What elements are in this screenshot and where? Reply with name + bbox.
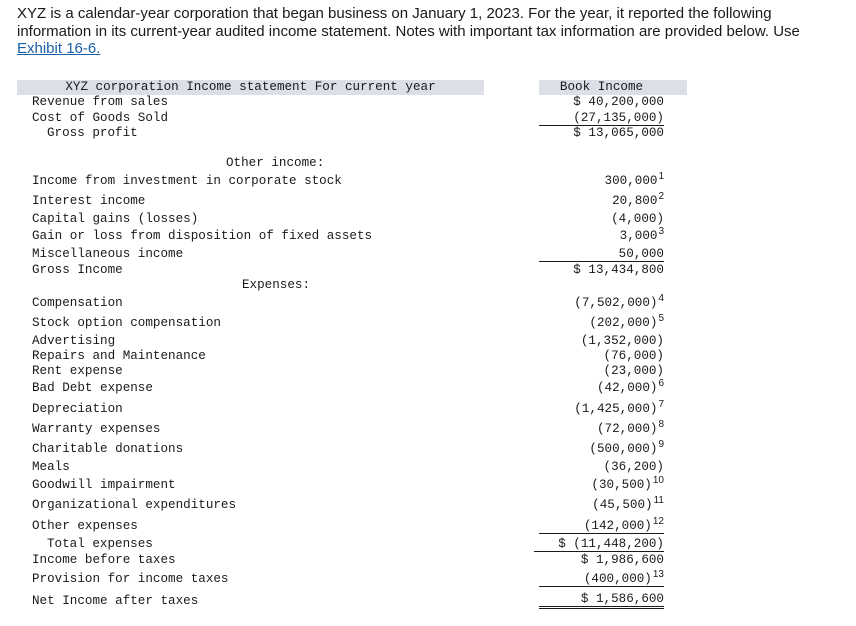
value-repairs: (76,000): [603, 349, 664, 363]
value-charity: $(500,000)^9$: [589, 439, 664, 456]
label-revenue: Revenue from sales: [32, 95, 169, 109]
label-misc-income: Miscellaneous income: [32, 247, 184, 261]
value-goodwill: $(30,500)^{10}$: [591, 475, 664, 492]
label-other-exp: Other expenses: [32, 519, 138, 533]
note-1: 1: [658, 171, 664, 182]
note-10: 10: [652, 475, 664, 486]
value-cogs: (27,135,000): [539, 111, 664, 126]
value-revenue: $ 40,200,000: [573, 95, 664, 109]
label-goodwill: Goodwill impairment: [32, 478, 176, 492]
intro-text: XYZ is a calendar-year corporation that began business on January 1, 2023. For the year, it reported the following information in its current-year audited income statement. Notes with important tax information are provided below. Use: [17, 5, 800, 40]
label-advertising: Advertising: [32, 334, 116, 348]
note-13: 13: [652, 569, 664, 580]
note-5: 5: [658, 313, 664, 324]
label-gross-profit: Gross profit: [47, 126, 138, 140]
value-rent: (23,000): [603, 364, 664, 378]
note-2: 2: [658, 191, 664, 202]
value-gross-profit: $ 13,065,000: [573, 126, 664, 140]
value-net-income: $ 1,586,600: [539, 592, 664, 609]
note-12: 12: [652, 516, 664, 527]
value-investment-income: 300,000$^1$: [604, 171, 664, 188]
note-7: 7: [658, 399, 664, 410]
value-warranty: $(72,000)^8$: [596, 419, 664, 436]
value-income-before: $ 1,986,600: [580, 553, 664, 567]
value-meals: (36,200): [603, 460, 664, 474]
expenses-heading: Expenses:: [242, 278, 311, 292]
note-3: 3: [658, 226, 664, 237]
note-8: 8: [658, 419, 664, 430]
label-stock-option: Stock option compensation: [32, 316, 221, 330]
statement-title: XYZ corporation Income statement For current year: [65, 80, 436, 94]
value-total-exp: $ (11,448,200): [534, 537, 664, 552]
label-repairs: Repairs and Maintenance: [32, 349, 206, 363]
label-fixed-assets: Gain or loss from disposition of fixed assets: [32, 229, 373, 243]
label-capital-gains: Capital gains (losses): [32, 212, 199, 226]
note-11: 11: [653, 495, 664, 506]
label-investment-income: Income from investment in corporate stock: [32, 174, 342, 188]
value-org-exp: $(45,500)^{11}$: [592, 495, 664, 512]
value-depreciation: $(1,425,000)^7$: [574, 399, 664, 416]
value-capital-gains: (4,000): [611, 212, 664, 226]
label-cogs: Cost of Goods Sold: [32, 111, 169, 125]
value-other-exp: $(142,000)^{12}$: [539, 519, 664, 534]
label-warranty: Warranty expenses: [32, 422, 161, 436]
book-income-header: Book Income: [559, 80, 644, 94]
value-advertising: (1,352,000): [580, 334, 664, 348]
note-6: 6: [658, 378, 664, 389]
label-gross-income: Gross Income: [32, 263, 123, 277]
label-compensation: Compensation: [32, 296, 123, 310]
label-total-exp: Total expenses: [47, 537, 153, 551]
value-interest-income: 20,800$^2$: [612, 191, 664, 208]
value-misc-income: 50,000: [539, 247, 664, 262]
label-net-income: Net Income after taxes: [32, 594, 199, 608]
value-provision: $(400,000)^{13}$: [539, 572, 664, 587]
note-4: 4: [658, 293, 664, 304]
value-fixed-assets: 3,000$^3$: [619, 226, 664, 243]
label-interest-income: Interest income: [32, 194, 146, 208]
value-gross-income: $ 13,434,800: [573, 263, 664, 277]
other-income-heading: Other income:: [226, 156, 325, 170]
label-org-exp: Organizational expenditures: [32, 498, 237, 512]
label-income-before: Income before taxes: [32, 553, 176, 567]
label-charity: Charitable donations: [32, 442, 184, 456]
label-bad-debt: Bad Debt expense: [32, 381, 153, 395]
value-stock-option: $(202,000)^5$: [589, 313, 664, 330]
intro-paragraph: [17, 5, 847, 58]
label-provision: Provision for income taxes: [32, 572, 229, 586]
label-rent: Rent expense: [32, 364, 123, 378]
value-bad-debt: $(42,000)^6$: [596, 378, 664, 395]
value-compensation: $(7,502,000)^4$: [574, 293, 664, 310]
exhibit-link[interactable]: Exhibit 16-6.: [17, 40, 101, 57]
note-9: 9: [658, 439, 664, 450]
label-depreciation: Depreciation: [32, 402, 123, 416]
label-meals: Meals: [32, 460, 70, 474]
